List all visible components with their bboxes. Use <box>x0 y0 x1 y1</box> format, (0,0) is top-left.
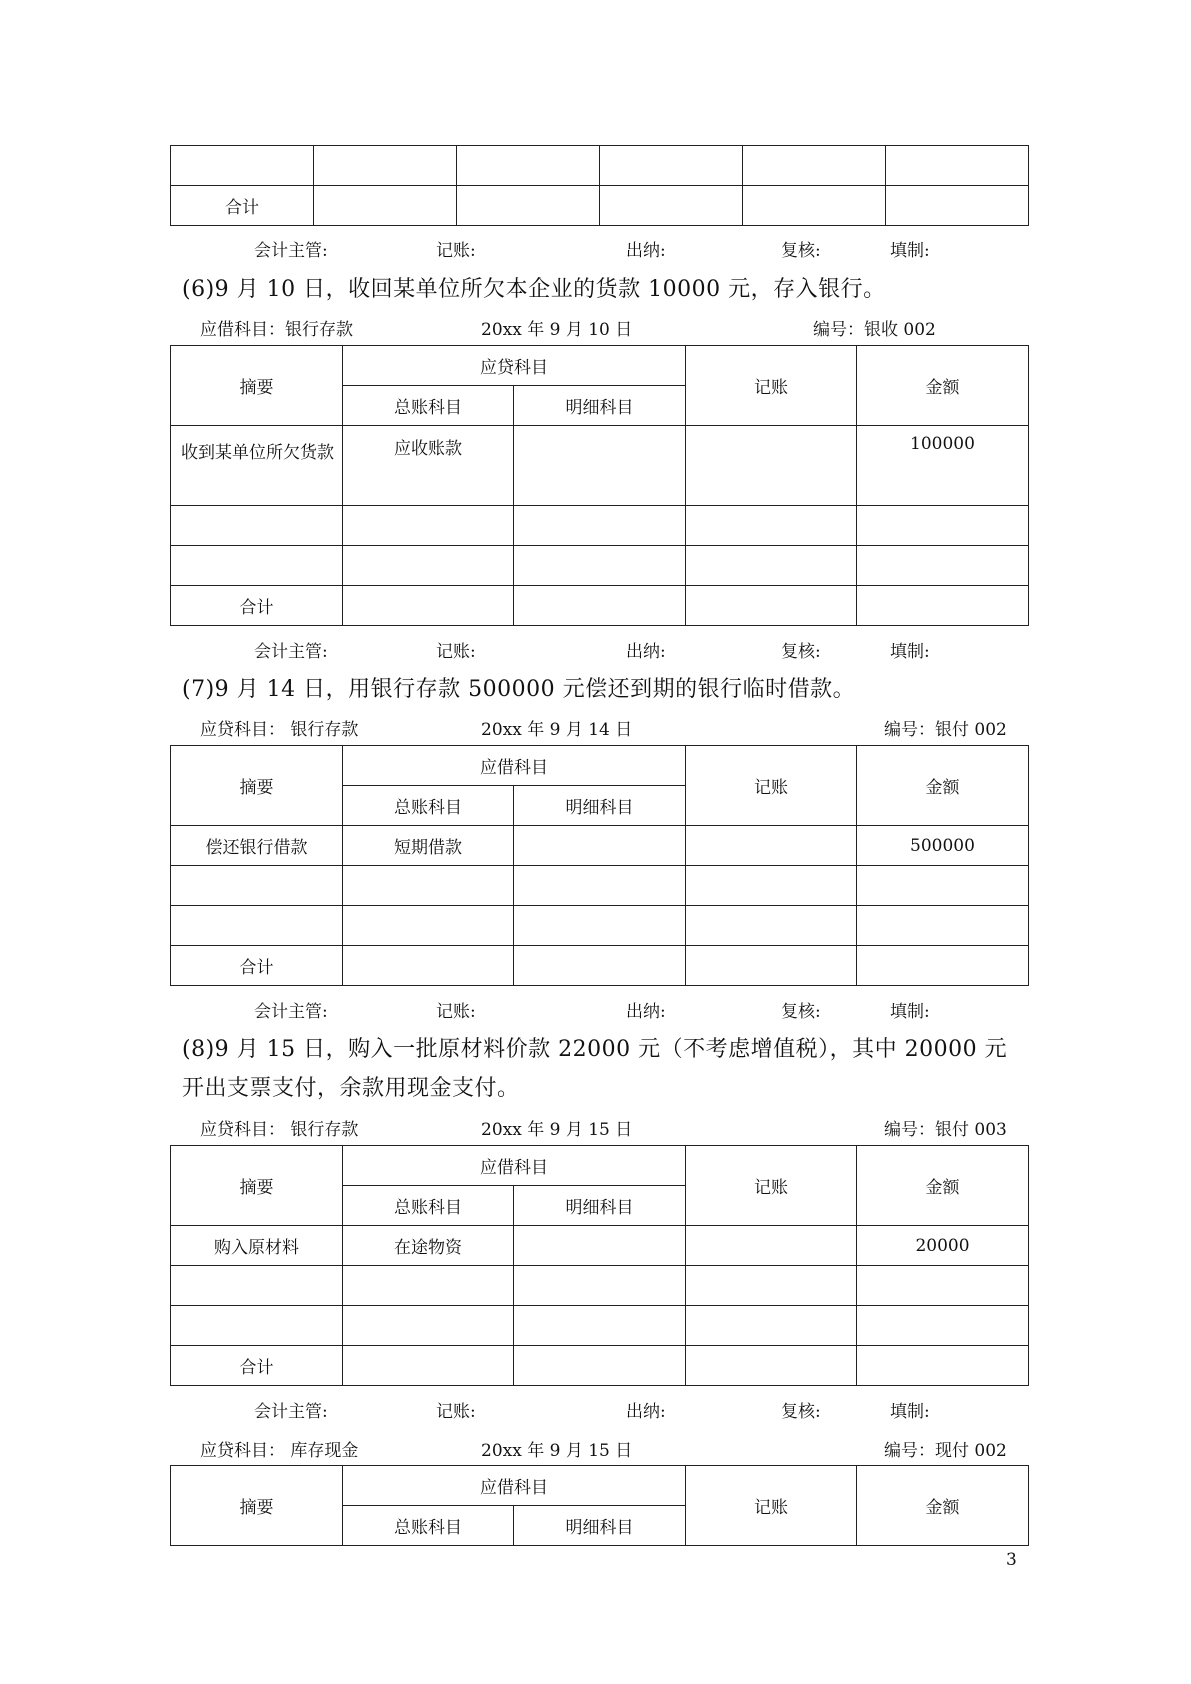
posting-header: 记账 <box>686 1146 857 1226</box>
summary-cell: 收到某单位所欠货款 <box>171 426 343 506</box>
posting-header: 记账 <box>686 346 857 426</box>
gl-account-cell: 在途物资 <box>343 1226 514 1266</box>
payment-voucher-table <box>170 745 1029 986</box>
supervisor-label: 会计主管: <box>254 1002 328 1022</box>
detail-account-header: 明细科目 <box>514 1186 686 1226</box>
amount-header: 金额 <box>857 746 1029 826</box>
cashier-label: 出纳: <box>626 1402 666 1422</box>
amount-header: 金额 <box>857 346 1029 426</box>
summary-header: 摘要 <box>171 1146 343 1226</box>
amount-cell: 20000 <box>857 1226 1029 1266</box>
table-row <box>171 1226 1029 1266</box>
voucher-table-continued <box>170 145 1029 226</box>
supervisor-label: 会计主管: <box>254 241 328 261</box>
table-row <box>171 506 1029 546</box>
supervisor-label: 会计主管: <box>254 1402 328 1422</box>
amount-cell: 500000 <box>857 826 1029 866</box>
voucher-number: 编号：现付 002 <box>884 1441 1007 1461</box>
preparer-label: 填制: <box>890 1402 930 1422</box>
credit-account-header: 应贷科目 <box>343 346 686 386</box>
payment-voucher-table <box>170 1145 1029 1386</box>
cashier-label: 出纳: <box>626 1002 666 1022</box>
table-row <box>171 586 1029 626</box>
summary-header: 摘要 <box>171 1466 343 1546</box>
debit-account-header: 应借科目 <box>343 746 686 786</box>
voucher-number: 编号：银收 002 <box>813 320 936 340</box>
question-6: (6)9 月 10 日，收回某单位所欠本企业的货款 10000 元，存入银行。 <box>182 277 886 302</box>
table-row <box>171 1266 1029 1306</box>
reviewer-label: 复核: <box>781 1002 821 1022</box>
posting-header: 记账 <box>686 746 857 826</box>
page-number: 3 <box>1006 1550 1017 1570</box>
amount-header: 金额 <box>857 1146 1029 1226</box>
voucher-number: 编号：银付 003 <box>884 1120 1007 1140</box>
table-row <box>171 826 1029 866</box>
bookkeeper-label: 记账: <box>436 642 476 662</box>
voucher-date: 20xx 年 9 月 15 日 <box>481 1441 633 1461</box>
gl-account-header: 总账科目 <box>343 1506 514 1546</box>
amount-header: 金额 <box>857 1466 1029 1546</box>
debit-account: 应借科目：银行存款 <box>200 320 353 340</box>
total-label: 合计 <box>171 186 314 226</box>
table-row <box>171 546 1029 586</box>
supervisor-label: 会计主管: <box>254 642 328 662</box>
table-row <box>171 1306 1029 1346</box>
cashier-label: 出纳: <box>626 642 666 662</box>
summary-cell: 偿还银行借款 <box>171 826 343 866</box>
question-8-line-1: (8)9 月 15 日，购入一批原材料价款 22000 元（不考虑增值税），其中 20000 元 <box>182 1037 1008 1062</box>
bookkeeper-label: 记账: <box>436 241 476 261</box>
debit-account-header: 应借科目 <box>343 1146 686 1186</box>
table-row <box>171 146 1029 186</box>
preparer-label: 填制: <box>890 642 930 662</box>
voucher-number: 编号：银付 002 <box>884 720 1007 740</box>
voucher-date: 20xx 年 9 月 10 日 <box>481 320 633 340</box>
reviewer-label: 复核: <box>781 1402 821 1422</box>
reviewer-label: 复核: <box>781 642 821 662</box>
cashier-label: 出纳: <box>626 241 666 261</box>
preparer-label: 填制: <box>890 241 930 261</box>
gl-account-header: 总账科目 <box>343 1186 514 1226</box>
question-7: (7)9 月 14 日，用银行存款 500000 元偿还到期的银行临时借款。 <box>182 677 856 702</box>
table-row <box>171 866 1029 906</box>
amount-cell: 100000 <box>857 426 1029 506</box>
gl-account-cell: 短期借款 <box>343 826 514 866</box>
total-label: 合计 <box>171 946 343 986</box>
table-row <box>171 946 1029 986</box>
gl-account-cell: 应收账款 <box>343 426 514 506</box>
credit-account: 应贷科目： 银行存款 <box>200 720 359 740</box>
question-8-line-2: 开出支票支付，余款用现金支付。 <box>182 1076 520 1101</box>
summary-header: 摘要 <box>171 746 343 826</box>
table-row <box>171 426 1029 506</box>
total-label: 合计 <box>171 586 343 626</box>
detail-account-header: 明细科目 <box>514 1506 686 1546</box>
voucher-date: 20xx 年 9 月 14 日 <box>481 720 633 740</box>
detail-account-header: 明细科目 <box>514 386 686 426</box>
debit-account-header: 应借科目 <box>343 1466 686 1506</box>
table-row <box>171 906 1029 946</box>
gl-account-header: 总账科目 <box>343 786 514 826</box>
table-row <box>171 186 1029 226</box>
receipt-voucher-table <box>170 345 1029 626</box>
table-row <box>171 1346 1029 1386</box>
reviewer-label: 复核: <box>781 241 821 261</box>
bookkeeper-label: 记账: <box>436 1402 476 1422</box>
cash-payment-voucher-table <box>170 1465 1029 1546</box>
summary-header: 摘要 <box>171 346 343 426</box>
gl-account-header: 总账科目 <box>343 386 514 426</box>
posting-header: 记账 <box>686 1466 857 1546</box>
voucher-date: 20xx 年 9 月 15 日 <box>481 1120 633 1140</box>
preparer-label: 填制: <box>890 1002 930 1022</box>
credit-account: 应贷科目： 库存现金 <box>200 1441 359 1461</box>
total-label: 合计 <box>171 1346 343 1386</box>
bookkeeper-label: 记账: <box>436 1002 476 1022</box>
detail-account-header: 明细科目 <box>514 786 686 826</box>
credit-account: 应贷科目： 银行存款 <box>200 1120 359 1140</box>
summary-cell: 购入原材料 <box>171 1226 343 1266</box>
